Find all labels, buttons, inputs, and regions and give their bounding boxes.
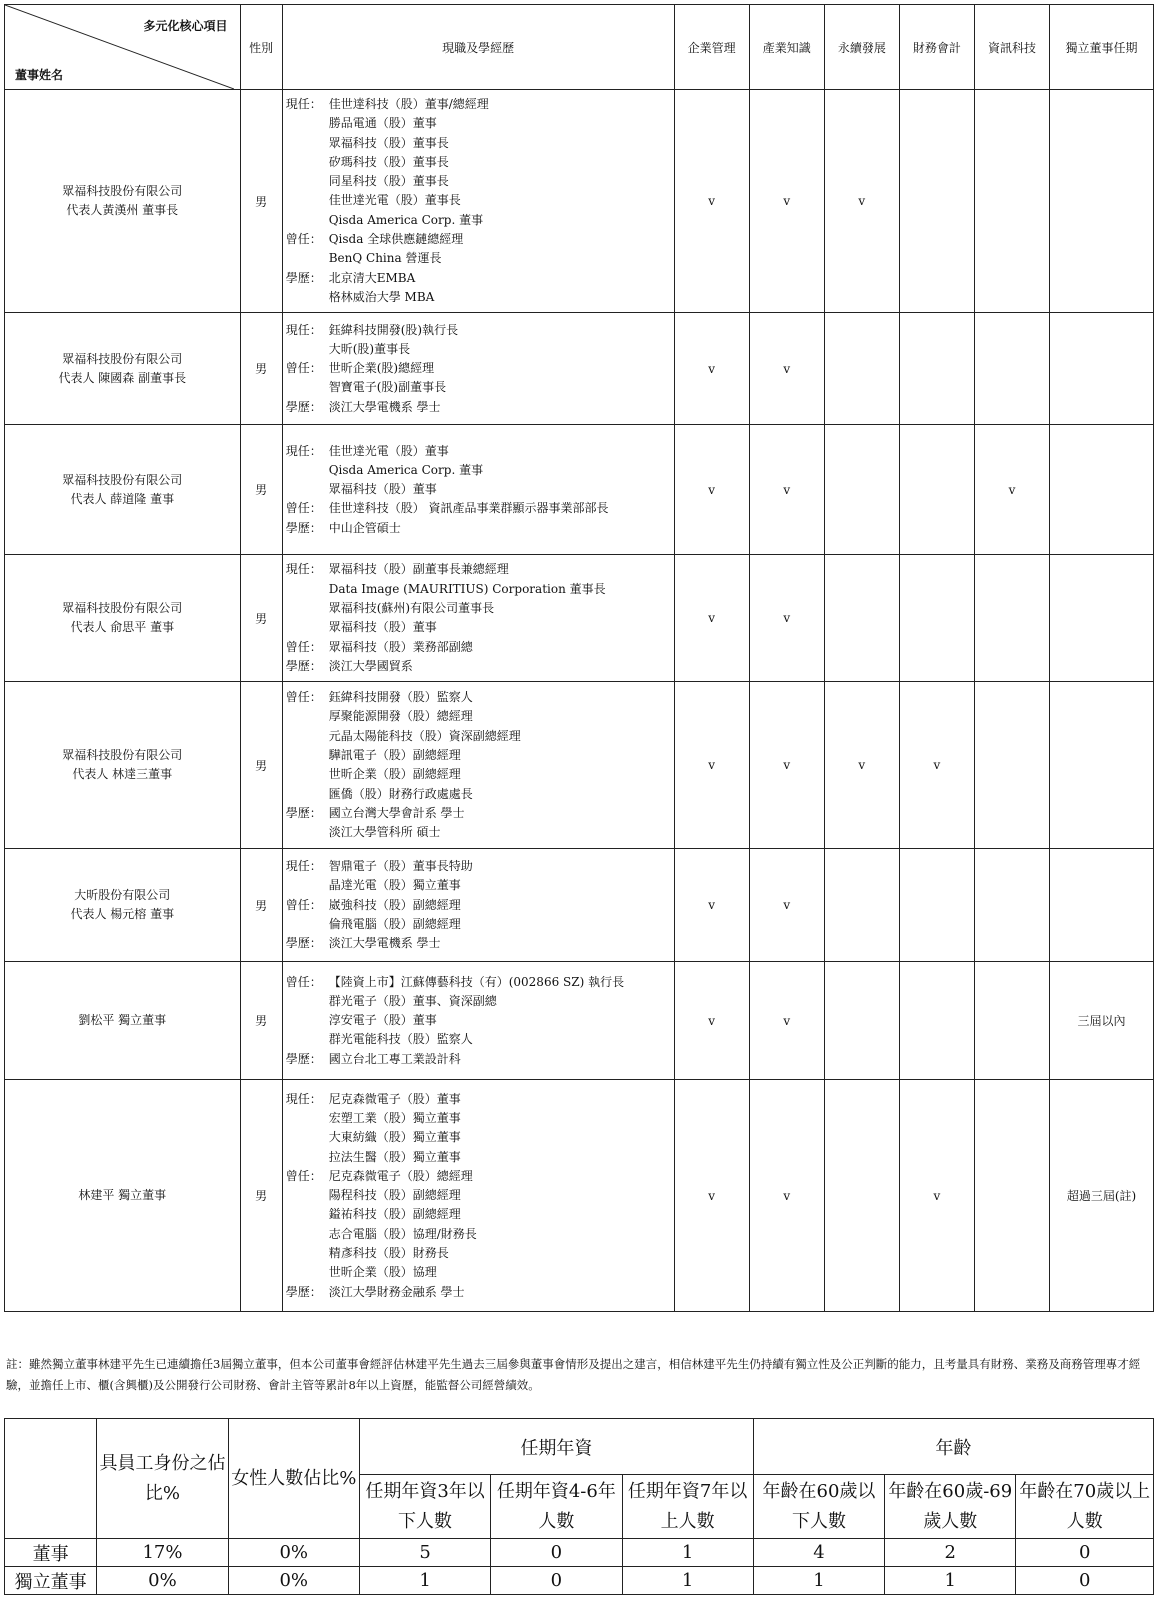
skill-check: [974, 1080, 1049, 1312]
director-row: [5, 313, 1154, 425]
tenure-col-header: 任期年資4-6年人數: [491, 1475, 622, 1539]
experience-text: 世昕企業(股)總經理: [328, 361, 435, 376]
stats-value: 1: [622, 1567, 753, 1595]
footnote: 註：雖然獨立董事林建平先生已連續擔任3屆獨立董事，但本公司董事會經評估林建平先生過去三屆參與董事會情形及提出之建言，相信林建平先生仍持續有獨立性及公正判斷的能力，且考量具有財務、業務及商務管理專才經驗，並擔任上市、櫃(含興櫃)及公開發行公司財務、會計主管等累計8年以上資歷，能監督公司經營績效。: [6, 1357, 1141, 1392]
independent-term: [1050, 682, 1154, 849]
experience-line: [286, 398, 671, 417]
experience-prefix: 現任：: [285, 859, 322, 874]
experience-header: 現職及學經歷: [282, 5, 674, 90]
director-row: [5, 90, 1154, 313]
director-gender: 男: [240, 313, 282, 425]
tenure-group-header: 任期年資: [359, 1419, 753, 1475]
experience-text: 世昕企業（股）副總經理: [328, 767, 461, 782]
experience-line: [286, 191, 671, 210]
experience-line: [286, 765, 671, 784]
director-name: [5, 425, 241, 555]
skill-check: [824, 425, 899, 555]
stats-corner: [5, 1419, 97, 1539]
experience-text: 眾福科技（股）董事: [328, 620, 437, 635]
experience-text: 淡江大學電機系 學士: [328, 399, 441, 414]
experience-text: 淡江大學財務金融系 學士: [328, 1284, 465, 1299]
skill-check: [974, 313, 1049, 425]
experience-line: [286, 599, 671, 618]
experience-line: [286, 480, 671, 499]
experience-text: 北京清大EMBA: [328, 270, 416, 285]
experience-line: [286, 269, 671, 288]
experience-text: Qisda America Corp. 董事: [328, 462, 484, 477]
independent-term: [1050, 313, 1154, 425]
experience-text: 佳世達光電（股）董事長: [328, 193, 461, 208]
skill-check: v: [899, 682, 974, 849]
experience-line: [286, 992, 671, 1011]
experience-text: BenQ China 營運長: [328, 251, 442, 266]
independent-term: [1050, 849, 1154, 962]
experience-text: 格林威治大學 MBA: [328, 289, 435, 304]
experience-text: 眾福科技（股）業務部副總: [328, 639, 473, 654]
experience-text: 佳世達光電（股）董事: [328, 443, 449, 458]
skill-check: v: [674, 90, 749, 313]
skill-check: v: [749, 682, 824, 849]
stats-value: 0: [491, 1567, 622, 1595]
experience-text: 淳安電子（股）董事: [328, 1013, 437, 1028]
experience-text: Qisda America Corp. 董事: [328, 212, 484, 227]
age-col-header: 年齡在60歲-69歲人數: [885, 1475, 1016, 1539]
experience-prefix: 學歷：: [285, 1051, 322, 1066]
director-row: [5, 682, 1154, 849]
skill-check: v: [674, 962, 749, 1080]
experience-line: [286, 688, 671, 707]
experience-text: 尼克森微電子（股）董事: [328, 1091, 461, 1106]
experience-prefix: 學歷：: [285, 658, 322, 673]
experience-line: [286, 1050, 671, 1069]
director-experience: [282, 313, 674, 425]
experience-line: [286, 1011, 671, 1030]
experience-line: [286, 1128, 671, 1147]
experience-line: [286, 1244, 671, 1263]
director-experience: [282, 962, 674, 1080]
experience-line: [286, 934, 671, 953]
skill-check: [974, 682, 1049, 849]
experience-line: [286, 638, 671, 657]
director-gender: 男: [240, 1080, 282, 1312]
stats-value: 0%: [228, 1539, 359, 1567]
experience-prefix: 曾任：: [285, 232, 322, 247]
director-gender: 男: [240, 849, 282, 962]
director-name-line: 代表人黃漢州 董事長: [66, 203, 179, 218]
gender-header: 性別: [240, 5, 282, 90]
skill-check: v: [749, 1080, 824, 1312]
experience-text: 眾福科技（股）董事: [328, 482, 437, 497]
skill-check: [974, 555, 1049, 682]
skill-check: [974, 90, 1049, 313]
experience-line: [286, 560, 671, 579]
experience-text: 眾福科技（股）董事長: [328, 135, 449, 150]
director-gender: 男: [240, 425, 282, 555]
stats-row: [5, 1539, 1154, 1567]
skill-check: [824, 555, 899, 682]
experience-line: [286, 1225, 671, 1244]
director-name-line: 代表人 薛道隆 董事: [70, 491, 175, 506]
stats-value: 0: [1016, 1567, 1154, 1595]
experience-line: [286, 1090, 671, 1109]
skill-check: [899, 555, 974, 682]
skill-header: 資訊科技: [974, 5, 1049, 90]
age-col-header: 年齡在60歲以下人數: [753, 1475, 884, 1539]
director-name-line: 代表人 林達三董事: [72, 767, 173, 782]
skill-check: v: [674, 555, 749, 682]
experience-line: [286, 114, 671, 133]
female-ratio-header: 女性人數佔比%: [228, 1419, 359, 1539]
stats-row-label: 獨立董事: [5, 1567, 97, 1595]
experience-text: 中山企管碩士: [328, 520, 401, 535]
independent-term: [1050, 555, 1154, 682]
director-gender: 男: [240, 962, 282, 1080]
director-name-line: 眾福科技股份有限公司: [62, 351, 183, 366]
stats-value: 4: [753, 1539, 884, 1567]
director-name-line: 眾福科技股份有限公司: [62, 184, 183, 199]
director-gender: 男: [240, 555, 282, 682]
skill-check: v: [749, 90, 824, 313]
skill-header: 企業管理: [674, 5, 749, 90]
term-header: 獨立董事任期: [1050, 5, 1154, 90]
experience-prefix: 學歷：: [285, 520, 322, 535]
skill-check: [974, 962, 1049, 1080]
experience-text: 國立台北工專工業設計科: [328, 1051, 461, 1066]
director-name: [5, 90, 241, 313]
director-experience: [282, 1080, 674, 1312]
director-experience: [282, 90, 674, 313]
skill-check: v: [749, 313, 824, 425]
skill-check: [899, 313, 974, 425]
director-row: [5, 555, 1154, 682]
director-gender: 男: [240, 90, 282, 313]
director-name-line: 林建平 獨立董事: [78, 1188, 167, 1203]
skill-check: [899, 962, 974, 1080]
stats-value: 1: [753, 1567, 884, 1595]
experience-text: 淡江大學電機系 學士: [328, 936, 441, 951]
experience-text: 厚聚能源開發（股）總經理: [328, 709, 473, 724]
experience-line: [286, 580, 671, 599]
experience-text: 勝品電通（股）董事: [328, 116, 437, 131]
experience-line: [286, 442, 671, 461]
experience-text: 世昕企業（股）協理: [328, 1265, 437, 1280]
director-row: [5, 849, 1154, 962]
skill-header: 產業知識: [749, 5, 824, 90]
skill-check: v: [674, 1080, 749, 1312]
director-name-line: 劉松平 獨立董事: [78, 1013, 167, 1028]
stats-value: 0: [491, 1539, 622, 1567]
director-name-line: 代表人 陳國森 副董事長: [58, 370, 187, 385]
director-row: [5, 425, 1154, 555]
director-name-line: 大昕股份有限公司: [74, 888, 171, 903]
age-col-header: 年齡在70歲以上人數: [1016, 1475, 1154, 1539]
experience-text: 佳世達科技（股）董事/總經理: [328, 97, 489, 111]
experience-line: [286, 499, 671, 518]
experience-text: 淡江大學管科所 碩士: [328, 825, 441, 840]
director-name-line: 眾福科技股份有限公司: [62, 748, 183, 763]
skill-check: v: [749, 555, 824, 682]
skill-check: v: [749, 425, 824, 555]
skill-check: v: [674, 425, 749, 555]
experience-line: [286, 153, 671, 172]
experience-text: 尼克森微電子（股）總經理: [328, 1168, 473, 1183]
experience-text: 驊訊電子（股）副總經理: [328, 747, 461, 762]
experience-text: 佳世達科技（股） 資訊產品事業群顯示器事業部部長: [328, 501, 609, 516]
experience-line: [286, 134, 671, 153]
experience-line: [286, 1186, 671, 1205]
experience-text: 陽程科技（股）副總經理: [328, 1188, 461, 1203]
experience-text: 矽瑪科技（股）董事長: [328, 154, 449, 169]
skill-check: v: [749, 849, 824, 962]
skill-check: v: [674, 682, 749, 849]
experience-prefix: 曾任：: [285, 1168, 322, 1183]
director-gender: 男: [240, 682, 282, 849]
skill-check: v: [824, 682, 899, 849]
skill-check: [824, 313, 899, 425]
skill-check: [824, 849, 899, 962]
experience-text: 國立台灣大學會計系 學士: [328, 805, 465, 820]
experience-line: [286, 1263, 671, 1282]
experience-prefix: 學歷：: [285, 1284, 322, 1299]
experience-text: 志合電腦（股）協理/財務長: [328, 1226, 477, 1241]
experience-text: 精彥科技（股）財務長: [328, 1246, 449, 1260]
experience-prefix: 曾任：: [285, 501, 322, 516]
experience-line: [286, 461, 671, 480]
skill-header: 財務會計: [899, 5, 974, 90]
director-name: [5, 682, 241, 849]
independent-term: [1050, 90, 1154, 313]
age-group-header: 年齡: [753, 1419, 1153, 1475]
stats-value: 0: [1016, 1539, 1154, 1567]
experience-prefix: 現任：: [285, 97, 322, 111]
skill-check: [824, 1080, 899, 1312]
corner-top-label: 多元化核心項目: [143, 19, 228, 33]
experience-text: 崴強科技（股）副總經理: [328, 897, 461, 912]
corner-bottom-label: 董事姓名: [15, 68, 64, 82]
experience-prefix: 現任：: [285, 562, 322, 577]
director-name-line: 眾福科技股份有限公司: [62, 601, 183, 616]
director-experience: [282, 555, 674, 682]
stats-value: 17%: [97, 1539, 228, 1567]
experience-text: 倫飛電腦（股）副總經理: [328, 916, 461, 931]
experience-line: [286, 1283, 671, 1302]
skill-check: [899, 425, 974, 555]
experience-prefix: 現任：: [285, 322, 322, 337]
skill-check: v: [899, 1080, 974, 1312]
director-experience: [282, 682, 674, 849]
experience-prefix: 學歷：: [285, 399, 322, 414]
experience-text: 大東紡織（股）獨立董事: [328, 1130, 461, 1145]
tenure-col-header: 任期年資3年以下人數: [359, 1475, 490, 1539]
experience-prefix: 現任：: [285, 443, 322, 458]
stats-value: 1: [359, 1567, 490, 1595]
director-diversity-table: [4, 4, 1154, 1312]
skill-check: v: [674, 313, 749, 425]
experience-line: [286, 1030, 671, 1049]
experience-text: 眾福科技(蘇州)有限公司董事長: [328, 600, 495, 615]
director-name: [5, 962, 241, 1080]
experience-line: [286, 746, 671, 765]
experience-text: 鈺緯科技開發（股）監察人: [328, 690, 473, 705]
experience-prefix: 曾任：: [285, 897, 322, 912]
experience-text: 鎰祐科技（股）副總經理: [328, 1207, 461, 1222]
experience-prefix: 學歷：: [285, 270, 322, 285]
director-name: [5, 555, 241, 682]
stats-value: 2: [885, 1539, 1016, 1567]
experience-text: 眾福科技（股）副董事長兼總經理: [328, 562, 509, 577]
stats-row: [5, 1567, 1154, 1595]
experience-line: [286, 230, 671, 249]
director-name-line: 眾福科技股份有限公司: [62, 472, 183, 487]
skill-check: v: [974, 425, 1049, 555]
stats-value: 0%: [97, 1567, 228, 1595]
experience-line: [286, 618, 671, 637]
experience-line: [286, 288, 671, 307]
director-experience: [282, 425, 674, 555]
corner-header: [5, 5, 241, 90]
experience-text: 智寶電子(股)副董事長: [328, 380, 447, 395]
independent-term: 三屆以內: [1050, 962, 1154, 1080]
experience-line: [286, 857, 671, 876]
experience-line: [286, 1109, 671, 1128]
skill-header: 永續發展: [824, 5, 899, 90]
experience-line: [286, 1205, 671, 1224]
experience-prefix: 現任：: [285, 1091, 322, 1106]
director-name: [5, 313, 241, 425]
experience-line: [286, 211, 671, 230]
experience-prefix: 曾任：: [285, 974, 322, 989]
experience-line: [286, 1167, 671, 1186]
experience-line: [286, 340, 671, 359]
experience-line: [286, 707, 671, 726]
experience-line: [286, 1148, 671, 1167]
skill-check: [899, 90, 974, 313]
experience-text: 大昕(股)董事長: [328, 341, 411, 356]
experience-line: [286, 321, 671, 340]
stats-row-label: 董事: [5, 1539, 97, 1567]
independent-term: [1050, 425, 1154, 555]
skill-check: v: [824, 90, 899, 313]
experience-text: Qisda 全球供應鏈總經理: [328, 232, 464, 247]
skill-check: [824, 962, 899, 1080]
experience-prefix: 學歷：: [285, 805, 322, 820]
skill-check: [899, 849, 974, 962]
employee-ratio-header: 具員工身份之佔比%: [97, 1419, 228, 1539]
experience-text: 同星科技（股）董事長: [328, 174, 449, 189]
experience-line: [286, 519, 671, 538]
experience-line: [286, 657, 671, 676]
experience-text: 淡江大學國貿系: [328, 658, 413, 673]
experience-line: [286, 249, 671, 268]
experience-prefix: 學歷：: [285, 936, 322, 951]
experience-line: [286, 785, 671, 804]
director-name-line: 代表人 俞思平 董事: [70, 620, 175, 635]
experience-line: [286, 915, 671, 934]
tenure-col-header: 任期年資7年以上人數: [622, 1475, 753, 1539]
stats-value: 5: [359, 1539, 490, 1567]
board-statistics-table: [4, 1418, 1154, 1595]
experience-prefix: 曾任：: [285, 690, 322, 705]
experience-line: [286, 95, 671, 114]
director-name: [5, 849, 241, 962]
skill-check: v: [749, 962, 824, 1080]
experience-text: 智鼎電子（股）董事長特助: [328, 859, 473, 874]
experience-line: [286, 876, 671, 895]
independent-term: 超過三屆(註): [1050, 1080, 1154, 1312]
experience-line: [286, 172, 671, 191]
director-name-line: 代表人 楊元榕 董事: [70, 907, 175, 922]
header-row: [5, 5, 1154, 90]
stats-value: 1: [885, 1567, 1016, 1595]
experience-text: 元晶太陽能科技（股）資深副總經理: [328, 728, 521, 743]
experience-text: 鈺緯科技開發(股)執行長: [328, 322, 459, 337]
experience-line: [286, 823, 671, 842]
experience-line: [286, 973, 671, 992]
experience-prefix: 曾任：: [285, 361, 322, 376]
experience-line: [286, 359, 671, 378]
skill-check: [974, 849, 1049, 962]
director-row: [5, 962, 1154, 1080]
experience-line: [286, 804, 671, 823]
director-row: [5, 1080, 1154, 1312]
skill-check: v: [674, 849, 749, 962]
experience-prefix: 曾任：: [285, 639, 322, 654]
director-name: [5, 1080, 241, 1312]
stats-value: 0%: [228, 1567, 359, 1595]
experience-line: [286, 727, 671, 746]
experience-text: 晶達光電（股）獨立董事: [328, 878, 461, 893]
experience-text: 宏塑工業（股）獨立董事: [328, 1110, 461, 1125]
experience-text: Data Image (MAURITIUS) Corporation 董事長: [328, 581, 606, 596]
experience-line: [286, 378, 671, 397]
experience-text: 群光電能科技（股）監察人: [328, 1032, 473, 1047]
experience-text: 【陸資上市】江蘇傳藝科技（有）(002866 SZ) 執行長: [328, 974, 625, 989]
experience-text: 拉法生醫（股）獨立董事: [328, 1149, 461, 1164]
director-experience: [282, 849, 674, 962]
stats-value: 1: [622, 1539, 753, 1567]
experience-text: 群光電子（股）董事、資深副總: [328, 993, 497, 1008]
experience-text: 匯僑（股）財務行政處處長: [328, 786, 473, 801]
experience-line: [286, 896, 671, 915]
